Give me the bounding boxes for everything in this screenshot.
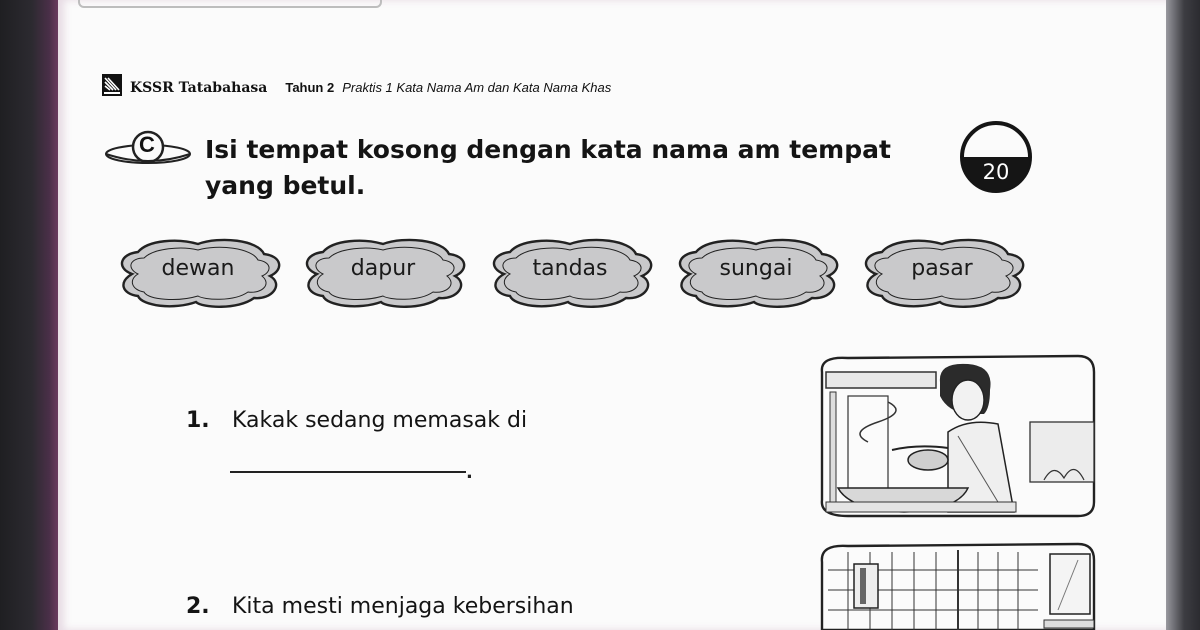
topic-label: Praktis 1 Kata Nama Am dan Kata Nama Khas: [342, 80, 612, 95]
question-1-number: 1.: [186, 408, 210, 433]
word-chip-pasar: [852, 228, 1032, 320]
word-chip-dapur: [293, 228, 473, 320]
kitchen-illustration: [808, 352, 1098, 520]
page-header: [102, 70, 611, 96]
year-label: Tahun 2: [285, 80, 335, 95]
word-bank: [108, 228, 1038, 320]
section-letter: C: [139, 132, 155, 157]
word-chip-tandas: [480, 228, 660, 320]
question-1-fullstop: .: [466, 462, 473, 483]
question-2-text: Kita mesti menjaga kebersihan: [232, 594, 574, 619]
word-label: pasar: [911, 256, 973, 281]
publisher-logo-icon: [102, 74, 122, 96]
word-label: tandas: [532, 256, 608, 281]
word-chip-dewan: [108, 228, 288, 320]
scanner-edge-left: [0, 0, 58, 630]
score-value: 20: [982, 160, 1010, 184]
question-1-text: Kakak sedang memasak di: [232, 408, 528, 433]
series-title: KSSR Tatabahasa: [130, 80, 268, 96]
word-chip-sungai: [666, 228, 846, 320]
answer-blank-1[interactable]: [230, 471, 466, 473]
question-2-number: 2.: [186, 594, 210, 619]
scanner-edge-right: [1160, 0, 1200, 630]
word-label: sungai: [719, 256, 793, 281]
instruction-text: Isi tempat kosong dengan kata nama am tempat yang betul.: [205, 135, 891, 200]
bathroom-illustration: [808, 540, 1098, 630]
word-label: dewan: [161, 256, 235, 281]
page-top-tab: [78, 0, 382, 8]
word-label: dapur: [350, 256, 416, 281]
